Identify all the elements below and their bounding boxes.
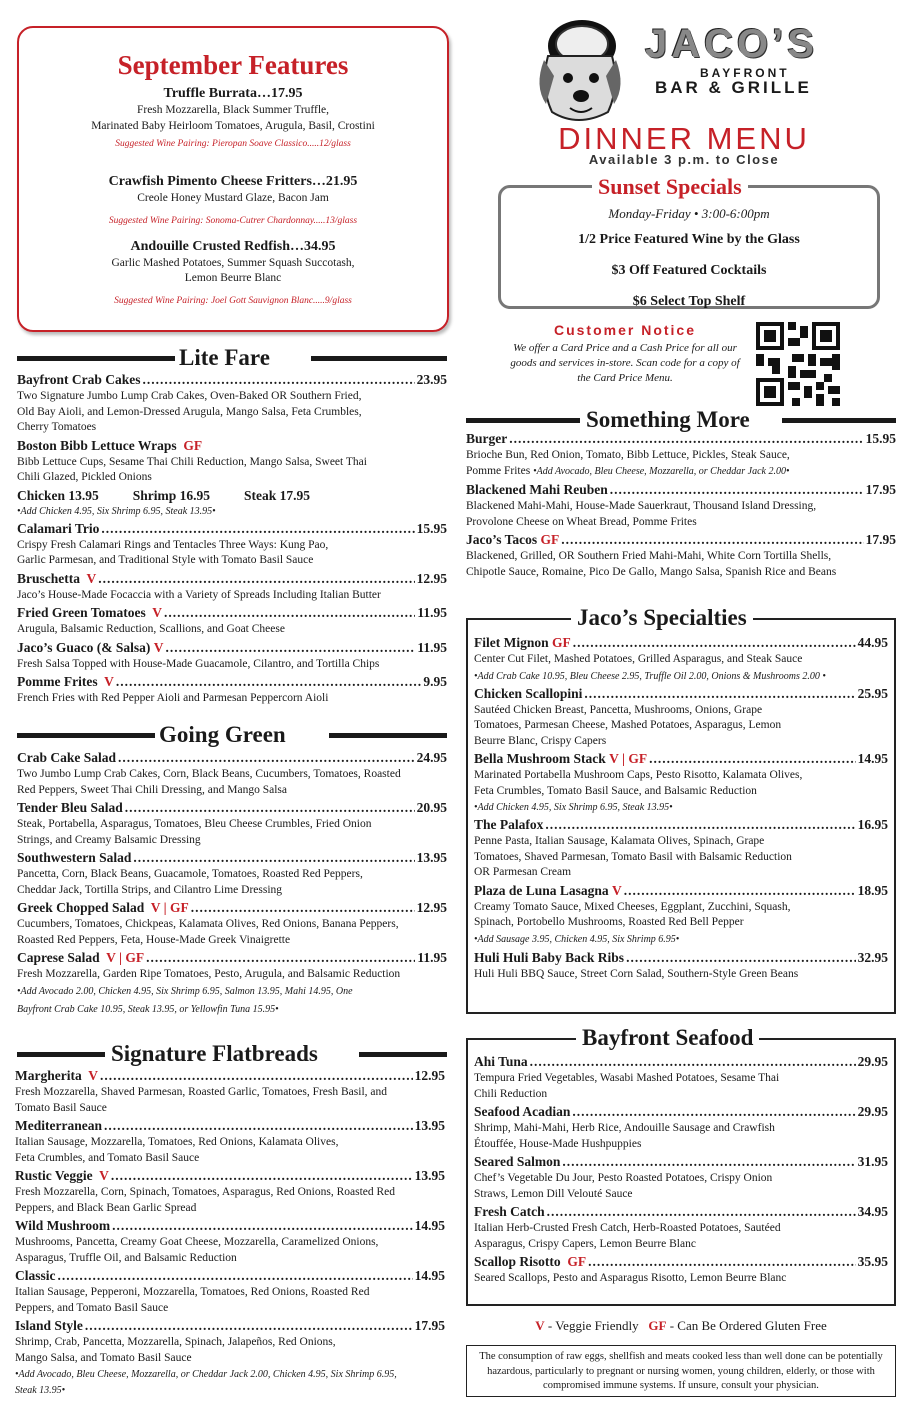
lite-fare-list: Bayfront Crab Cakes ..... 23.95 Two Signature Jumbo Lump Crab Cakes, Oven-Baked OR Southern Fried, Old Bay Aioli, and Lemon-Dressed Arugula, Mango Salsa, Feta Crumbles, Cherry Tomatoes Boston Bibb Lettuce Wraps GF Bibb Lettuce Cups, Sesame Thai Chili Reduction, Mango Salsa, Sweet Thai Chili Glazed, Pickled Onions Chicken 13.95 Shrimp 16.95 Steak 17.95 •Add Chicken 4.95, Six Shrimp 6.95, Steak 13.95• Calamari Trio ..... 15.95 Crispy Fresh Calamari Rings and Tentacles Three Ways: Kung Pao, Garlic Parmesan, and Traditional Style with Tomato Basil Sauce Bruschetta V ..... 12.95 Jaco’s House-Made Focaccia with a Variety of Spreads Including Italian Butter Fried Green Tomatoes V ..... 11.95 Arugula, Balsamic Reduction, Scallions, and Goat Cheese Jaco’s Guaco (& Salsa) V ..... 11.95 Fresh Salsa Topped with House-Made Guacamole, Cilantro, and Tortilla Chips Pomme Frites V ..... 9.95 French Fries with Red Pepper Aioli and Parmesan Peppercorn Aioli xyxy=(17,371,447,708)
menu-item: Filet Mignon GF ..... 44.95 xyxy=(474,634,888,651)
wine-pairing: Suggested Wine Pairing: Joel Gott Sauvignon Blanc.....9/glass xyxy=(114,295,352,306)
menu-item: Tender Bleu Salad ..... 20.95 xyxy=(17,799,447,816)
menu-item: Rustic Veggie V ..... 13.95 xyxy=(15,1167,445,1184)
consumption-warning: The consumption of raw eggs, shellfish and meats cooked less than well done can be potentially hazardous, particularly to pregnant or nursing women, young children, elderly, or those with compromised immune systems. If unsure, consult your physician. xyxy=(466,1345,896,1397)
menu-item: Greek Chopped Salad V | GF ..... 12.95 xyxy=(17,899,447,916)
feature-desc: Marinated Baby Heirloom Tomatoes, Arugula, Basil, Crostini xyxy=(91,119,375,132)
menu-item: Island Style ..... 17.95 xyxy=(15,1317,445,1334)
menu-item: The Palafox ..... 16.95 xyxy=(474,816,888,833)
menu-item: Huli Huli Baby Back Ribs ..... 32.95 xyxy=(474,949,888,966)
menu-item: Bayfront Crab Cakes ..... 23.95 xyxy=(17,371,447,388)
sunset-line: $3 Off Featured Cocktails xyxy=(611,263,767,278)
feature-desc: Garlic Mashed Potatoes, Summer Squash Succotash, xyxy=(111,256,355,269)
logo-bayfront: BAYFRONT xyxy=(700,66,790,80)
sunset-specials-box xyxy=(498,185,880,309)
menu-item: Blackened Mahi Reuben ..... 17.95 xyxy=(466,481,896,498)
section-title: Lite Fare xyxy=(179,345,270,370)
menu-item: Chicken Scallopini ..... 25.95 xyxy=(474,685,888,702)
something-more-list: Burger ..... 15.95 Brioche Bun, Red Onion, Tomato, Bibb Lettuce, Pickles, Steak Sauce, Pomme Frites •Add Avocado, Bleu Cheese, Mozzarella, or Cheddar Jack 2.00• Blackened Mahi Reuben ..... 17.95 Blackened Mahi-Mahi, House-Made Sauerkraut, Thousand Island Dressing, Provolone Cheese on Wheat Bread, Pomme Frites Jaco’s Tacos GF ..... 17.95 Blackened, Grilled, OR Southern Fried Mahi-Mahi, White Corn Tortilla Shells, Chipotle Sauce, Romaine, Pico De Gallo, Mango Salsa, Spanish Rice and Beans xyxy=(466,430,896,581)
specialties-list: Filet Mignon GF ..... 44.95 Center Cut Filet, Mashed Potatoes, Grilled Asparagus, and Steak Sauce •Add Crab Cake 10.95, Bleu Cheese 2.95, Truffle Oil 2.00, Onions & Mushrooms 2.00 • Chicken Scallopini ..... 25.95 Sautéed Chicken Breast, Pancetta, Mushrooms, Onions, Grape Tomatoes, Parmesan Cheese, Mashed Potatoes, Asparagus, Lemon Beurre Blanc, Crispy Capers Bella Mushroom Stack V | GF ..... 14.95 Marinated Portabella Mushroom Caps, Pesto Risotto, Kalamata Olives, Feta Crumbles, Tomato Basil Sauce, and Balsamic Reduction •Add Chicken 4.95, Six Shrimp 6.95, Steak 13.95• The Palafox ..... 16.95 Penne Pasta, Italian Sausage, Kalamata Olives, Spinach, Grape Tomatoes, Shaved Parmesan, Tomato Basil with Balsamic Reduction OR Parmesan Cream Plaza de Luna Lasagna V ..... 18.95 Creamy Tomato Sauce, Mixed Cheeses, Eggplant, Zucchini, Squash, Spinach, Portobello Mushrooms, Roasted Red Bell Pepper •Add Sausage 3.95, Chicken 4.95, Six Shrimp 6.95• Huli Huli Baby Back Ribs ..... 32.95 Huli Huli BBQ Sauce, Street Corn Salad, Southern-Style Green Beans xyxy=(474,634,888,983)
menu-item: Bella Mushroom Stack V | GF ..... 14.95 xyxy=(474,750,888,767)
lite-fare-header xyxy=(17,344,447,374)
wrap-prices: Chicken 13.95 Shrimp 16.95 Steak 17.95 xyxy=(17,487,311,503)
feature-desc: Creole Honey Mustard Glaze, Bacon Jam xyxy=(137,192,329,204)
notice-text: We offer a Card Price and a Cash Price for all our goods and services in-store. Scan code for a copy of the Card Price Menu. xyxy=(510,342,740,384)
menu-item: Caprese Salad V | GF ..... 11.95 xyxy=(17,949,447,966)
going-green-header xyxy=(17,721,447,751)
wine-pairing: Suggested Wine Pairing: Pieropan Soave Classico.....12/glass xyxy=(115,139,351,149)
menu-item: Calamari Trio ..... 15.95 xyxy=(17,520,447,537)
feature-title: Crawfish Pimento Cheese Fritters…21.95 xyxy=(108,174,358,189)
feature-item xyxy=(19,238,447,308)
menu-title: DINNER MENU xyxy=(558,121,810,156)
logo-bar-grille: BAR & GRILLE xyxy=(655,78,812,97)
menu-item: Fresh Catch ..... 34.95 xyxy=(474,1203,888,1220)
menu-item: Seafood Acadian ..... 29.95 xyxy=(474,1103,888,1120)
menu-item: Jaco’s Tacos GF ..... 17.95 xyxy=(466,531,896,548)
menu-item: Plaza de Luna Lasagna V ..... 18.95 xyxy=(474,882,888,899)
feature-desc: Fresh Mozzarella, Black Summer Truffle, xyxy=(136,104,330,116)
sunset-title: Sunset Specials xyxy=(592,174,748,200)
sunset-line: $6 Select Top Shelf xyxy=(632,294,746,309)
section-title: Going Green xyxy=(159,722,286,747)
menu-item: Wild Mushroom ..... 14.95 xyxy=(15,1217,445,1234)
sunset-line: 1/2 Price Featured Wine by the Glass xyxy=(578,232,800,247)
menu-item: Margherita V ..... 12.95 xyxy=(15,1067,445,1084)
menu-item: Burger ..... 15.95 xyxy=(466,430,896,447)
menu-item: Classic ..... 14.95 xyxy=(15,1267,445,1284)
availability: Available 3 p.m. to Close xyxy=(588,152,780,167)
section-title: Signature Flatbreads xyxy=(111,1041,318,1066)
logo-name: JACO’S xyxy=(645,22,818,66)
specialties-title: Jaco’s Specialties xyxy=(571,604,753,632)
menu-item: Ahi Tuna ..... 29.95 xyxy=(474,1053,888,1070)
notice-title: Customer Notice xyxy=(553,322,697,338)
menu-item: Mediterranean ..... 13.95 xyxy=(15,1117,445,1134)
going-green-list: Crab Cake Salad ..... 24.95 Two Jumbo Lump Crab Cakes, Corn, Black Beans, Cucumbers, Tomatoes, Roasted Red Peppers, Sweet Thai Chili Dressing, and Mango Salsa Tender Bleu Salad ..... 20.95 Steak, Portabella, Asparagus, Tomatoes, Bleu Cheese Crumbles, Fried Onion Strings, and Creamy Balsamic Dressing Southwestern Salad ..... 13.95 Pancetta, Corn, Black Beans, Guacamole, Tomatoes, Roasted Red Peppers, Cheddar Jack, Tortilla Strips, and Cilantro Lime Dressing Greek Chopped Salad V | GF ..... 12.95 Cucumbers, Tomatoes, Chickpeas, Kalamata Olives, Red Onions, Banana Peppers, Roasted Red Peppers, Feta, House-Made Greek Vinaigrette Caprese Salad V | GF ..... 11.95 Fresh Mozzarella, Garden Ripe Tomatoes, Pesto, Arugula, and Balsamic Reduction •Add Avocado 2.00, Chicken 4.95, Six Shrimp 6.95, Salmon 13.95, Mahi 14.95, One Bayfront Crab Cake 10.95, Steak 13.95, or Yellowfin Tuna 15.95• xyxy=(17,749,447,1018)
dietary-legend: V - Veggie Friendly GF - Can Be Ordered Gluten Free xyxy=(535,1318,827,1333)
menu-item: Seared Salmon ..... 31.95 xyxy=(474,1153,888,1170)
menu-item: Scallop Risotto GF ..... 35.95 xyxy=(474,1253,888,1270)
menu-item: Jaco’s Guaco (& Salsa) V ..... 11.95 xyxy=(17,639,447,656)
sunset-days: Monday-Friday • 3:00-6:00pm xyxy=(608,206,770,221)
features-title: September Features xyxy=(117,50,349,80)
menu-item: Crab Cake Salad ..... 24.95 xyxy=(17,749,447,766)
menu-item: Southwestern Salad ..... 13.95 xyxy=(17,849,447,866)
flatbreads-header xyxy=(17,1040,447,1070)
menu-item: Pomme Frites V ..... 9.95 xyxy=(17,673,447,690)
seafood-list: Ahi Tuna ..... 29.95 Tempura Fried Vegetables, Wasabi Mashed Potatoes, Sesame Thai Chili Reduction Seafood Acadian ..... 29.95 Shrimp, Mahi-Mahi, Herb Rice, Andouille Sausage and Crawfish Étouffée, House-Made Hushpuppies Seared Salmon ..... 31.95 Chef’s Vegetable Du Jour, Pesto Roasted Potatoes, Crispy Onion Straws, Lemon Dill Velouté Sauce Fresh Catch ..... 34.95 Italian Herb-Crusted Fresh Catch, Herb-Roasted Potatoes, Sautéed Asparagus, Crispy Capers, Lemon Beurre Blanc Scallop Risotto GF ..... 35.95 Seared Scallops, Pesto and Asparagus Risotto, Lemon Beurre Blanc xyxy=(474,1053,888,1288)
feature-desc: Lemon Beurre Blanc xyxy=(184,272,282,284)
feature-title: Andouille Crusted Redfish…34.95 xyxy=(130,238,336,254)
feature-item xyxy=(19,173,447,228)
menu-item: Boston Bibb Lettuce Wraps GF xyxy=(17,437,203,453)
seafood-title: Bayfront Seafood xyxy=(576,1024,759,1052)
menu-item: Bruschetta V ..... 12.95 xyxy=(17,570,447,587)
feature-item xyxy=(19,85,447,151)
menu-item: Fried Green Tomatoes V ..... 11.95 xyxy=(17,604,447,621)
september-features-box xyxy=(17,26,449,332)
feature-title: Truffle Burrata…17.95 xyxy=(163,86,303,101)
dog-chef-logo-icon xyxy=(530,16,626,128)
section-title: Something More xyxy=(586,407,750,432)
flatbreads-list: Margherita V ..... 12.95 Fresh Mozzarella, Shaved Parmesan, Roasted Garlic, Tomatoes, Fresh Basil, and Tomato Basil Sauce Mediterranean ..... 13.95 Italian Sausage, Mozzarella, Tomatoes, Red Onions, Kalamata Olives, Feta Crumbles, and Tomato Basil Sauce Rustic Veggie V ..... 13.95 Fresh Mozzarella, Corn, Spinach, Tomatoes, Asparagus, Red Onions, Roasted Red Peppers, and Black Bean Garlic Spread Wild Mushroom ..... 14.95 Mushrooms, Pancetta, Creamy Goat Cheese, Mozzarella, Caramelized Onions, Asparagus, Truffle Oil, and Balsamic Reduction Classic ..... 14.95 Italian Sausage, Pepperoni, Mozzarella, Tomatoes, Red Onions, Roasted Red Peppers, and Tomato Basil Sauce Island Style ..... 17.95 Shrimp, Crab, Pancetta, Mozzarella, Spinach, Jalapeños, Red Onions, Mango Salsa, and Tomato Basil Sauce •Add Avocado, Bleu Cheese, Mozzarella, or Cheddar Jack 2.00, Chicken 4.95, Six Shrimp 6.95, Steak 13.95• xyxy=(15,1067,445,1399)
qr-code-icon[interactable] xyxy=(756,322,840,406)
wine-pairing: Suggested Wine Pairing: Sonoma-Cutrer Chardonnay.....13/glass xyxy=(108,215,358,226)
